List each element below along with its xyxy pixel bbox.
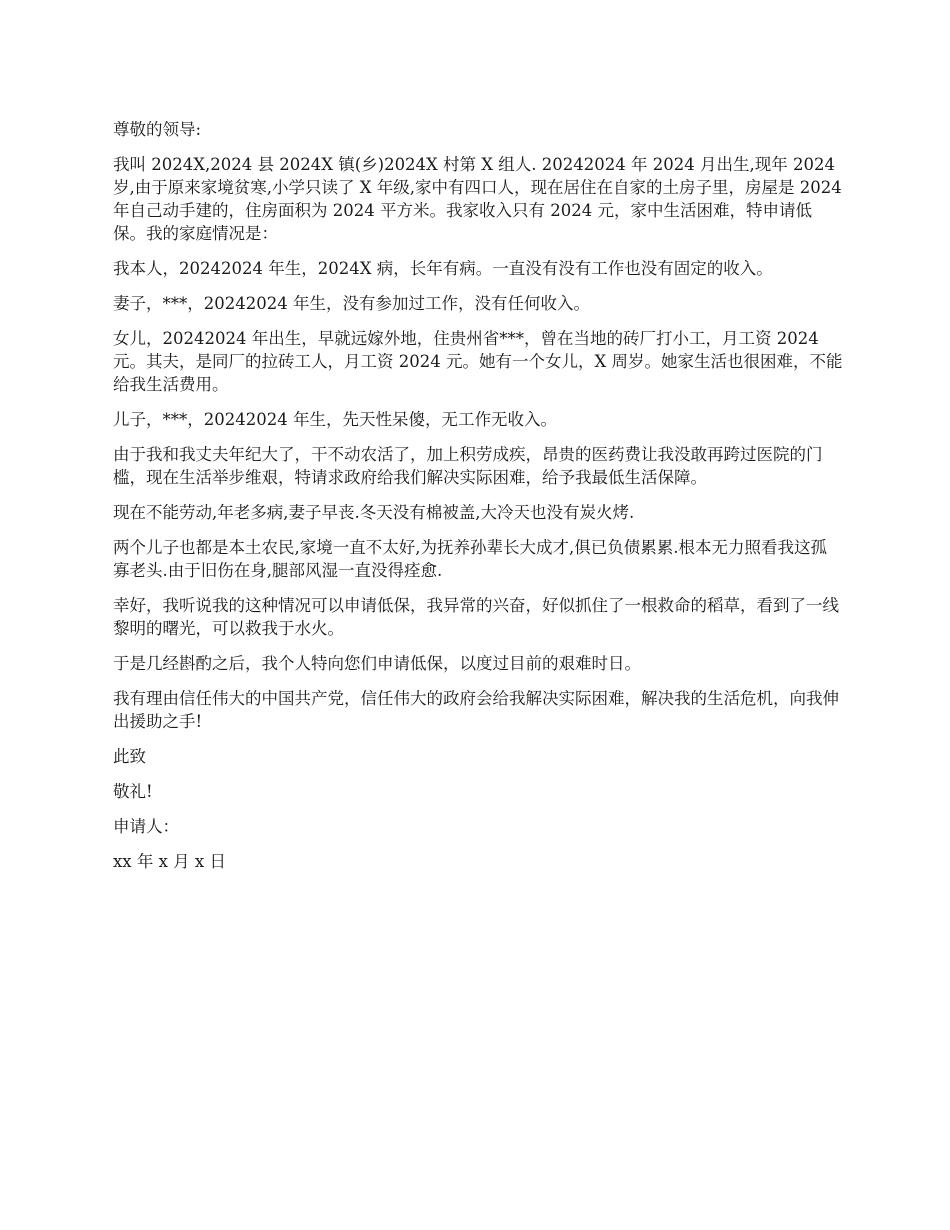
paragraph-conditions: 现在不能劳动,年老多病,妻子早丧.冬天没有棉被盖,大冷天也没有炭火烤. xyxy=(113,503,635,522)
paragraph-self: 我本人，20242024 年生，2024X 病，长年有病。一直没有没有工作也没有固定的收入。 xyxy=(113,259,773,278)
closing-respect: 敬礼! xyxy=(113,782,153,801)
closing-salutation: 此致 xyxy=(113,747,146,766)
letter-body xyxy=(113,118,843,885)
paragraph-hope: 幸好，我听说我的这种情况可以申请低保，我异常的兴奋，好似抓住了一根救命的稻草，看到了一线黎明的曙光，可以救我于水火。 xyxy=(113,596,839,638)
paragraph-intro: 我叫 2024X,2024 县 2024X 镇(乡)2024X 村第 X 组人. 20242024 年 2024 月出生,现年 2024 岁,由于原来家境贫寒,小学只读了 X 年级,家中有四口人，现在居住在自家的土房子里，房屋是 2024 年自己动手建的，住房面积为 2024 平方米。我家收入只有 2024 元，家中生活困难，特申请低保。我的家庭情况是： xyxy=(113,155,842,243)
paragraph-daughter: 女儿，20242024 年出生，早就远嫁外地，住贵州省***，曾在当地的砖厂打小工，月工资 2024 元。其夫，是同厂的拉砖工人，月工资 2024 元。她有一个女儿，X 周岁。她家生活也很困难，不能给我生活费用。 xyxy=(113,329,843,394)
paragraph-son: 儿子，***，20242024 年生，先天性呆傻，无工作无收入。 xyxy=(113,410,557,429)
greeting: 尊敬的领导: xyxy=(113,120,202,139)
signature-date: xx 年 x 月 x 日 xyxy=(113,852,226,871)
paragraph-trust: 我有理由信任伟大的中国共产党，信任伟大的政府会给我解决实际困难，解决我的生活危机，向我伸出援助之手! xyxy=(113,689,839,731)
applicant-label: 申请人： xyxy=(113,817,179,836)
paragraph-children: 两个儿子也都是本土农民,家境一直不太好,为抚养孙辈长大成才,俱已负债累累.根本无力照看我这孤寡老头.由于旧伤在身,腿部风湿一直没得痊愈. xyxy=(113,538,827,580)
paragraph-hardship: 由于我和我丈夫年纪大了，干不动农活了，加上积劳成疾，昂贵的医药费让我没敢再跨过医院的门槛，现在生活举步维艰，特请求政府给我们解决实际困难，给予我最低生活保障。 xyxy=(113,445,823,487)
paragraph-request: 于是几经斟酌之后，我个人特向您们申请低保，以度过目前的艰难时日。 xyxy=(113,654,641,673)
paragraph-wife: 妻子，***，20242024 年生，没有参加过工作，没有任何收入。 xyxy=(113,294,590,313)
